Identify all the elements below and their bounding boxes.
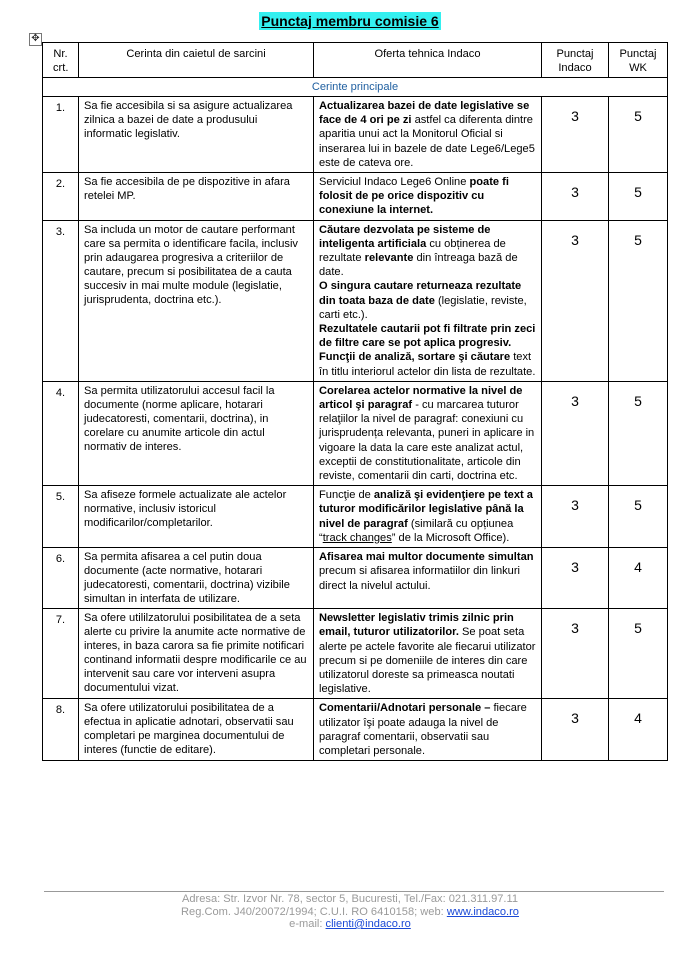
offer-segment: Newsletter legislativ trimis zilnic prin email, tuturor utilizatorilor. — [319, 612, 514, 639]
section-row — [43, 78, 668, 97]
footer-divider — [44, 891, 664, 892]
offer-segment: track changes — [322, 531, 392, 544]
requirement-text: Sa fie accesibila de pe dispozitive in afara retelei MP. — [79, 173, 314, 221]
offer-text — [314, 220, 542, 381]
requirement-text: Sa permita utilizatorului accesul facil la documente (norme aplicare, hotarari judecatoresti, comentarii, doctrina), in corelare cu anumite articole din actul normativ de interes. — [79, 381, 314, 485]
footer-registration-text: Reg.Com. J40/20072/1994; C.U.I. RO 6410158; web: — [181, 905, 447, 918]
row-number: 8. — [43, 699, 79, 761]
table-row — [43, 609, 668, 699]
offer-segment: relevante — [364, 252, 414, 265]
table-row — [43, 97, 668, 173]
table-row — [43, 548, 668, 609]
offer-segment: Corelarea actelor normative la nivel de articol şi paragraf — [319, 384, 523, 412]
requirement-text: Sa afiseze formele actualizate ale actelor normative, inclusiv istoricul modificarilor/completarilor. — [79, 486, 314, 548]
offer-segment: Afisarea mai multor documente simultan — [319, 551, 534, 564]
offer-segment: Se poat seta alerte pe actele favorite ale fiecarui utilizator precum si pe domeniile de interes din care utilizatorul doreste sa primeasca noutati legislative. — [319, 626, 536, 696]
offer-segment: Actualizarea bazei de date legislative se face de 4 ori pe zi — [319, 100, 530, 127]
header-score-indaco: Punctaj Indaco — [542, 43, 609, 78]
score-wk: 5 — [609, 97, 668, 173]
web-link[interactable]: www.indaco.ro — [446, 905, 519, 918]
offer-segment: poate fi folosit de pe orice dispozitiv cu conexiune la internet. — [319, 176, 509, 217]
offer-segment: (similară cu opțiunea “ — [319, 517, 514, 544]
score-indaco: 3 — [542, 97, 609, 173]
offer-segment: Comentarii/Adnotari personale – — [319, 702, 491, 715]
score-indaco: 3 — [542, 699, 609, 761]
offer-text — [314, 381, 542, 485]
score-indaco: 3 — [542, 486, 609, 548]
offer-segment: Căutare dezvolata pe sisteme de inteligenta artificiala — [319, 223, 491, 250]
score-wk: 5 — [609, 486, 668, 548]
header-row — [43, 43, 668, 78]
row-number: 3. — [43, 220, 79, 381]
offer-segment: O singura cautare returneaza rezultate din toata baza de date — [319, 280, 522, 307]
row-number: 2. — [43, 173, 79, 221]
header-requirement: Cerinta din caietul de sarcini — [79, 43, 314, 78]
offer-text — [314, 548, 542, 609]
offer-segment: Funcţii de analiză, sortare şi căutare — [319, 351, 511, 364]
offer-segment: fiecare utilizator îşi poate adauga la nivel de paragraf comentarii, observatii sau completari personale. — [319, 702, 527, 757]
header-nr: Nr. crt. — [43, 43, 79, 78]
evaluation-table — [42, 42, 668, 761]
offer-segment: precum si afisarea informatiilor din linkuri direct la nivelul actului. — [319, 565, 520, 592]
requirement-text: Sa fie accesibila si sa asigure actualizarea zilnica a bazei de date a produsului informatic legislativ. — [79, 97, 314, 173]
offer-segment: - cu marcarea tuturor relaţiilor la nivel de paragraf: conexiuni cu jurisprudența relevanta, puneri in aplicare in vigoare la data la care este analizat actul, exceptii de constitutionalitate, articole din reviste, comentarii din carti, doctrina etc. — [319, 399, 535, 483]
offer-segment: ” de la Microsoft Office). — [391, 531, 510, 544]
offer-segment: astfel ca diferenta dintre aparitia unui act la Monitorul Oficial si inserarea lui in bazele de date Lege6/Lege5 este de cateva ore. — [319, 114, 535, 169]
footer-email-line — [0, 918, 700, 931]
title-wrap — [0, 12, 700, 31]
email-link[interactable]: clienti@indaco.ro — [325, 918, 411, 930]
requirement-text: Sa ofere utililzatorului posibilitatea de a seta alerte cu privire la anumite acte normative de interes, in baza carora sa fie primite notificari continand informatii despre modificarile ce au intervenit sau care vor interveni asupra documentului vizat. — [79, 609, 314, 699]
offer-text — [314, 486, 542, 548]
table-row — [43, 381, 668, 485]
score-indaco: 3 — [542, 173, 609, 221]
score-indaco: 3 — [542, 381, 609, 485]
offer-segment: (legislatie, reviste, carti etc.). — [319, 294, 527, 321]
offer-segment: text în titlu interiorul actelor din lista de rezultate. — [319, 351, 536, 378]
table-row — [43, 220, 668, 381]
requirement-text: Sa ofere utilizatorului posibilitatea de a efectua in aplicatie adnotari, observatii sau completari pe marginea documentului de interes (functie de editare). — [79, 699, 314, 761]
row-number: 4. — [43, 381, 79, 485]
offer-segment: analiză şi evidenţiere pe text a tuturor modificărilor legislative până la nivel de paragraf — [319, 489, 533, 530]
score-indaco: 3 — [542, 548, 609, 609]
footer-email-label: e-mail: — [289, 918, 326, 930]
table-row — [43, 699, 668, 761]
offer-segment: Funcţie de — [319, 489, 374, 502]
offer-segment: Serviciul Indaco Lege6 Online — [319, 176, 470, 189]
row-number: 6. — [43, 548, 79, 609]
requirement-text: Sa permita afisarea a cel putin doua documente (acte normative, hotarari judecatoresti, comentarii, doctrina) vizibile simultan in interfata de utilizare. — [79, 548, 314, 609]
header-score-wk: Punctaj WK — [609, 43, 668, 78]
score-wk: 4 — [609, 699, 668, 761]
offer-segment: cu obținerea de rezultate — [319, 237, 506, 265]
table-row — [43, 173, 668, 221]
footer-address: Adresa: Str. Izvor Nr. 78, sector 5, Bucuresti, Tel./Fax: 021.311.97.11 — [181, 893, 519, 905]
row-number: 1. — [43, 97, 79, 173]
score-wk: 4 — [609, 548, 668, 609]
page-title: Punctaj membru comisie 6 — [261, 13, 439, 29]
score-wk: 5 — [609, 220, 668, 381]
requirement-text: Sa includa un motor de cautare performant care sa permita o identificare facila, inclusiv prin adaugarea progresiva a criteriilor de cautare, precum si posibilitatea de a cauta succesiv in mai multe module (legislatie, jurisprudenta, doctrina etc.). — [79, 220, 314, 381]
row-number: 7. — [43, 609, 79, 699]
row-number: 5. — [43, 486, 79, 548]
footer — [0, 893, 700, 931]
table-row — [43, 486, 668, 548]
offer-segment: Rezultatele cautarii pot fi filtrate prin zeci de filtre care se pot aplica progresiv. — [319, 323, 536, 350]
offer-text — [314, 97, 542, 173]
table-move-handle-icon[interactable]: ✥ — [29, 33, 42, 46]
offer-text — [314, 699, 542, 761]
score-wk: 5 — [609, 609, 668, 699]
score-wk: 5 — [609, 173, 668, 221]
score-wk: 5 — [609, 381, 668, 485]
section-title: Cerinte principale — [43, 78, 668, 97]
footer-registration — [0, 906, 700, 919]
offer-text — [314, 173, 542, 221]
offer-segment: din întreaga bază de date. — [319, 252, 518, 279]
score-indaco: 3 — [542, 609, 609, 699]
score-indaco: 3 — [542, 220, 609, 381]
offer-text — [314, 609, 542, 699]
header-offer: Oferta tehnica Indaco — [314, 43, 542, 78]
